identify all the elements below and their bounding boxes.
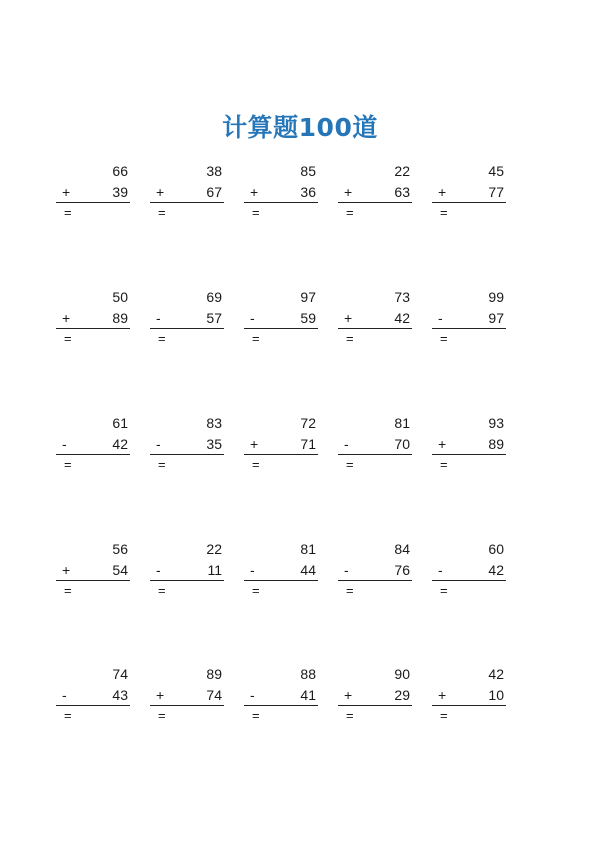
operator-sign: -: [156, 310, 161, 326]
first-operand: 97: [300, 289, 316, 305]
answer-line: [338, 202, 412, 203]
equals-sign: =: [440, 457, 448, 472]
equals-sign: =: [252, 331, 260, 346]
first-operand: 81: [394, 415, 410, 431]
second-operand: 89: [488, 436, 504, 452]
operator-sign: +: [438, 687, 447, 703]
operator-sign: -: [344, 562, 349, 578]
equals-sign: =: [346, 583, 354, 598]
problem-7: [150, 289, 224, 353]
second-operand: 39: [112, 184, 128, 200]
first-operand: 73: [394, 289, 410, 305]
worksheet-title: 计算题100道: [222, 113, 378, 142]
operator-sign: -: [250, 687, 255, 703]
problem-17: [150, 541, 224, 605]
problem-5: [432, 163, 506, 227]
operator-sign: -: [250, 562, 255, 578]
problem-10: [432, 289, 506, 353]
operator-sign: +: [62, 310, 71, 326]
equals-sign: =: [440, 708, 448, 723]
answer-line: [244, 328, 318, 329]
answer-line: [432, 202, 506, 203]
answer-line: [56, 705, 130, 706]
answer-line: [432, 580, 506, 581]
second-operand: 59: [300, 310, 316, 326]
equals-sign: =: [440, 331, 448, 346]
problem-9: [338, 289, 412, 353]
second-operand: 54: [112, 562, 128, 578]
first-operand: 99: [488, 289, 504, 305]
equals-sign: =: [346, 331, 354, 346]
first-operand: 93: [488, 415, 504, 431]
operator-sign: +: [344, 687, 353, 703]
problem-3: [244, 163, 318, 227]
first-operand: 60: [488, 541, 504, 557]
operator-sign: -: [156, 562, 161, 578]
problem-20: [432, 541, 506, 605]
equals-sign: =: [64, 331, 72, 346]
answer-line: [150, 705, 224, 706]
first-operand: 61: [112, 415, 128, 431]
problem-13: [244, 415, 318, 479]
problem-4: [338, 163, 412, 227]
equals-sign: =: [158, 331, 166, 346]
problem-11: [56, 415, 130, 479]
second-operand: 77: [488, 184, 504, 200]
operator-sign: -: [344, 436, 349, 452]
answer-line: [150, 580, 224, 581]
problem-6: [56, 289, 130, 353]
answer-line: [56, 580, 130, 581]
operator-sign: +: [438, 436, 447, 452]
operator-sign: -: [62, 687, 67, 703]
problem-1: [56, 163, 130, 227]
first-operand: 22: [394, 163, 410, 179]
problem-18: [244, 541, 318, 605]
operator-sign: -: [438, 310, 443, 326]
second-operand: 89: [112, 310, 128, 326]
equals-sign: =: [158, 583, 166, 598]
answer-line: [244, 202, 318, 203]
second-operand: 63: [394, 184, 410, 200]
equals-sign: =: [64, 583, 72, 598]
second-operand: 43: [112, 687, 128, 703]
first-operand: 83: [206, 415, 222, 431]
first-operand: 38: [206, 163, 222, 179]
first-operand: 22: [206, 541, 222, 557]
first-operand: 72: [300, 415, 316, 431]
equals-sign: =: [64, 708, 72, 723]
answer-line: [244, 454, 318, 455]
answer-line: [150, 202, 224, 203]
operator-sign: +: [156, 687, 165, 703]
operator-sign: +: [344, 310, 353, 326]
first-operand: 84: [394, 541, 410, 557]
equals-sign: =: [64, 457, 72, 472]
second-operand: 97: [488, 310, 504, 326]
problem-14: [338, 415, 412, 479]
first-operand: 45: [488, 163, 504, 179]
equals-sign: =: [440, 583, 448, 598]
answer-line: [338, 454, 412, 455]
problem-21: [56, 666, 130, 730]
operator-sign: +: [156, 184, 165, 200]
problem-16: [56, 541, 130, 605]
equals-sign: =: [346, 708, 354, 723]
equals-sign: =: [252, 205, 260, 220]
answer-line: [338, 705, 412, 706]
operator-sign: +: [62, 562, 71, 578]
problem-25: [432, 666, 506, 730]
first-operand: 56: [112, 541, 128, 557]
operator-sign: +: [438, 184, 447, 200]
equals-sign: =: [252, 457, 260, 472]
answer-line: [56, 454, 130, 455]
problem-19: [338, 541, 412, 605]
equals-sign: =: [346, 457, 354, 472]
second-operand: 44: [300, 562, 316, 578]
operator-sign: +: [344, 184, 353, 200]
first-operand: 88: [300, 666, 316, 682]
answer-line: [56, 202, 130, 203]
answer-line: [432, 328, 506, 329]
equals-sign: =: [158, 457, 166, 472]
problem-8: [244, 289, 318, 353]
answer-line: [244, 705, 318, 706]
second-operand: 29: [394, 687, 410, 703]
answer-line: [432, 705, 506, 706]
equals-sign: =: [252, 583, 260, 598]
equals-sign: =: [252, 708, 260, 723]
second-operand: 36: [300, 184, 316, 200]
answer-line: [338, 580, 412, 581]
second-operand: 70: [394, 436, 410, 452]
second-operand: 67: [206, 184, 222, 200]
second-operand: 42: [394, 310, 410, 326]
equals-sign: =: [158, 205, 166, 220]
second-operand: 42: [488, 562, 504, 578]
first-operand: 81: [300, 541, 316, 557]
second-operand: 11: [207, 562, 222, 578]
answer-line: [150, 328, 224, 329]
answer-line: [150, 454, 224, 455]
second-operand: 35: [206, 436, 222, 452]
first-operand: 69: [206, 289, 222, 305]
second-operand: 57: [206, 310, 222, 326]
operator-sign: -: [156, 436, 161, 452]
operator-sign: -: [438, 562, 443, 578]
problem-23: [244, 666, 318, 730]
problem-24: [338, 666, 412, 730]
second-operand: 74: [206, 687, 222, 703]
first-operand: 42: [488, 666, 504, 682]
operator-sign: +: [250, 184, 259, 200]
operator-sign: +: [62, 184, 71, 200]
problem-12: [150, 415, 224, 479]
operator-sign: -: [250, 310, 255, 326]
equals-sign: =: [346, 205, 354, 220]
first-operand: 50: [112, 289, 128, 305]
answer-line: [56, 328, 130, 329]
second-operand: 41: [300, 687, 316, 703]
equals-sign: =: [158, 708, 166, 723]
equals-sign: =: [64, 205, 72, 220]
first-operand: 89: [206, 666, 222, 682]
answer-line: [432, 454, 506, 455]
answer-line: [244, 580, 318, 581]
first-operand: 85: [300, 163, 316, 179]
problem-22: [150, 666, 224, 730]
equals-sign: =: [440, 205, 448, 220]
problem-15: [432, 415, 506, 479]
second-operand: 76: [394, 562, 410, 578]
second-operand: 42: [112, 436, 128, 452]
operator-sign: +: [250, 436, 259, 452]
problem-2: [150, 163, 224, 227]
first-operand: 66: [112, 163, 128, 179]
operator-sign: -: [62, 436, 67, 452]
first-operand: 90: [394, 666, 410, 682]
answer-line: [338, 328, 412, 329]
first-operand: 74: [112, 666, 128, 682]
second-operand: 71: [300, 436, 316, 452]
second-operand: 10: [488, 687, 504, 703]
